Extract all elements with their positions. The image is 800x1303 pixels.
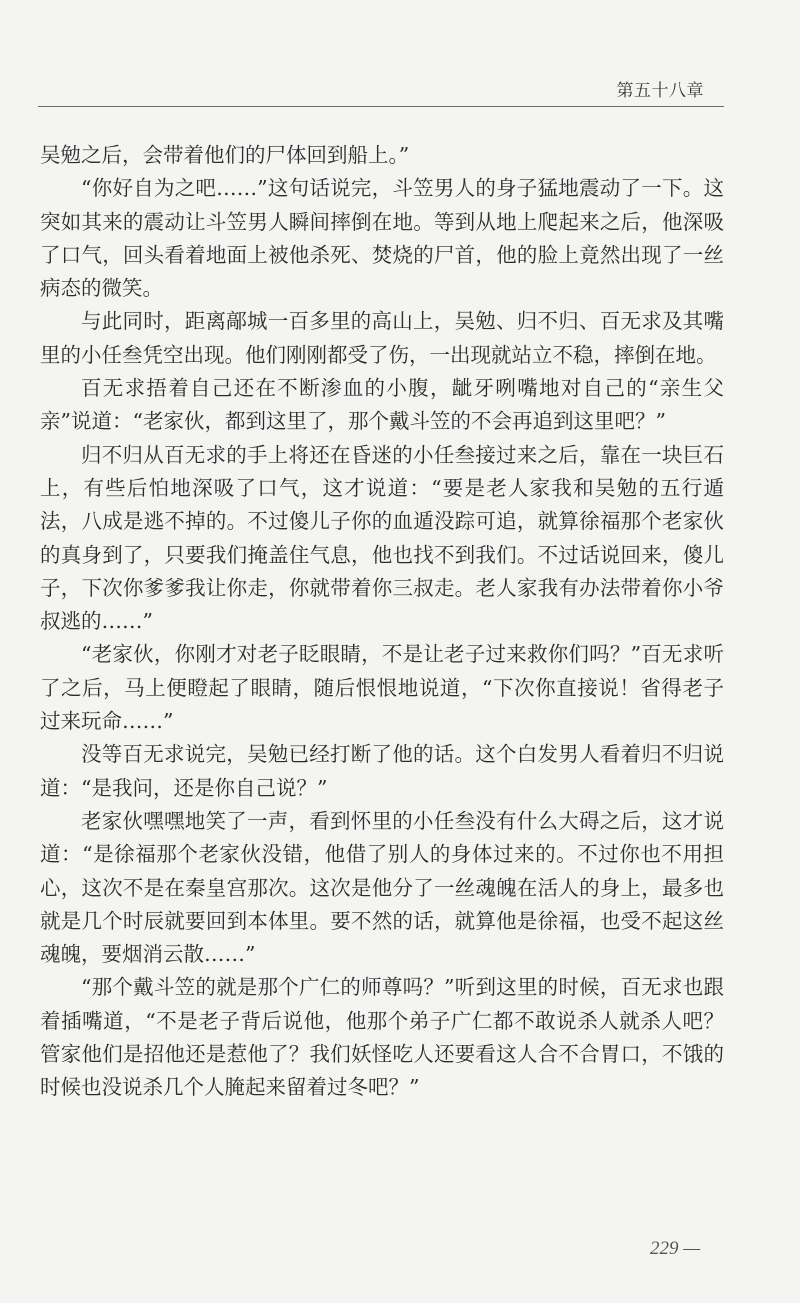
page-number: 229 — <box>650 1238 701 1259</box>
chapter-heading: 第五十八章 <box>616 81 704 101</box>
paragraph: “你好自为之吧……”这句话说完，斗笠男人的身子猛地震动了一下。这突如其来的震动让斗笠男人瞬间摔倒在地。等到从地上爬起来之后，他深吸了口气，回头看着地面上被他杀死、焚烧的尸首，他的脸上竟然出现了一丝病态的微笑。 <box>40 176 724 301</box>
paragraph: “那个戴斗笠的就是那个广仁的师尊吗？”听到这里的时候，百无求也跟着插嘴道，“不是老子背后说他，他那个弟子广仁都不敢说杀人就杀人吧？管家他们是招他还是惹他了？我们妖怪吃人还要看这人合不合胃口，不饿的时候也没说杀几个人腌起来留着过冬吧？” <box>40 975 724 1100</box>
paragraph: 与此同时，距离鄗城一百多里的高山上，吴勉、归不归、百无求及其嘴里的小任叁凭空出现。他们刚刚都受了伤，一出现就站立不稳，摔倒在地。 <box>40 309 724 367</box>
paragraph: 归不归从百无求的手上将还在昏迷的小任叁接过来之后，靠在一块巨石上，有些后怕地深吸了口气，这才说道：“要是老人家我和吴勉的五行遁法，八成是逃不掉的。不过傻儿子你的血遁没踪可追，就算徐福那个老家伙的真身到了，只要我们掩盖住气息，他也找不到我们。不过话说回来，傻儿子，下次你爹爹我让你走，你就带着你三叔走。老人家我有办法带着你小爷叔逃的……” <box>40 442 724 634</box>
body-text <box>40 139 724 1105</box>
paragraph: “老家伙，你刚才对老子眨眼睛，不是让老子过来救你们吗？”百无求听了之后，马上便瞪起了眼睛，随后恨恨地说道，“下次你直接说！省得老子过来玩命……” <box>40 642 724 734</box>
paragraph: 百无求捂着自己还在不断渗血的小腹，龇牙咧嘴地对自己的“亲生父亲”说道：“老家伙，都到这里了，那个戴斗笠的不会再追到这里吧？” <box>40 376 724 434</box>
paragraph: 没等百无求说完，吴勉已经打断了他的话。这个白发男人看着归不归说道：“是我问，还是你自己说？” <box>40 742 724 800</box>
paragraph: 老家伙嘿嘿地笑了一声，看到怀里的小任叁没有什么大碍之后，这才说道：“是徐福那个老家伙没错，他借了别人的身体过来的。不过你也不用担心，这次不是在秦皇宫那次。这次是他分了一丝魂魄在活人的身上，最多也就是几个时辰就要回到本体里。要不然的话，就算他是徐福，也受不起这丝魂魄，要烟消云散……” <box>40 808 724 967</box>
paragraph: 吴勉之后，会带着他们的尸体回到船上。” <box>40 143 410 167</box>
header-rule <box>38 106 724 107</box>
